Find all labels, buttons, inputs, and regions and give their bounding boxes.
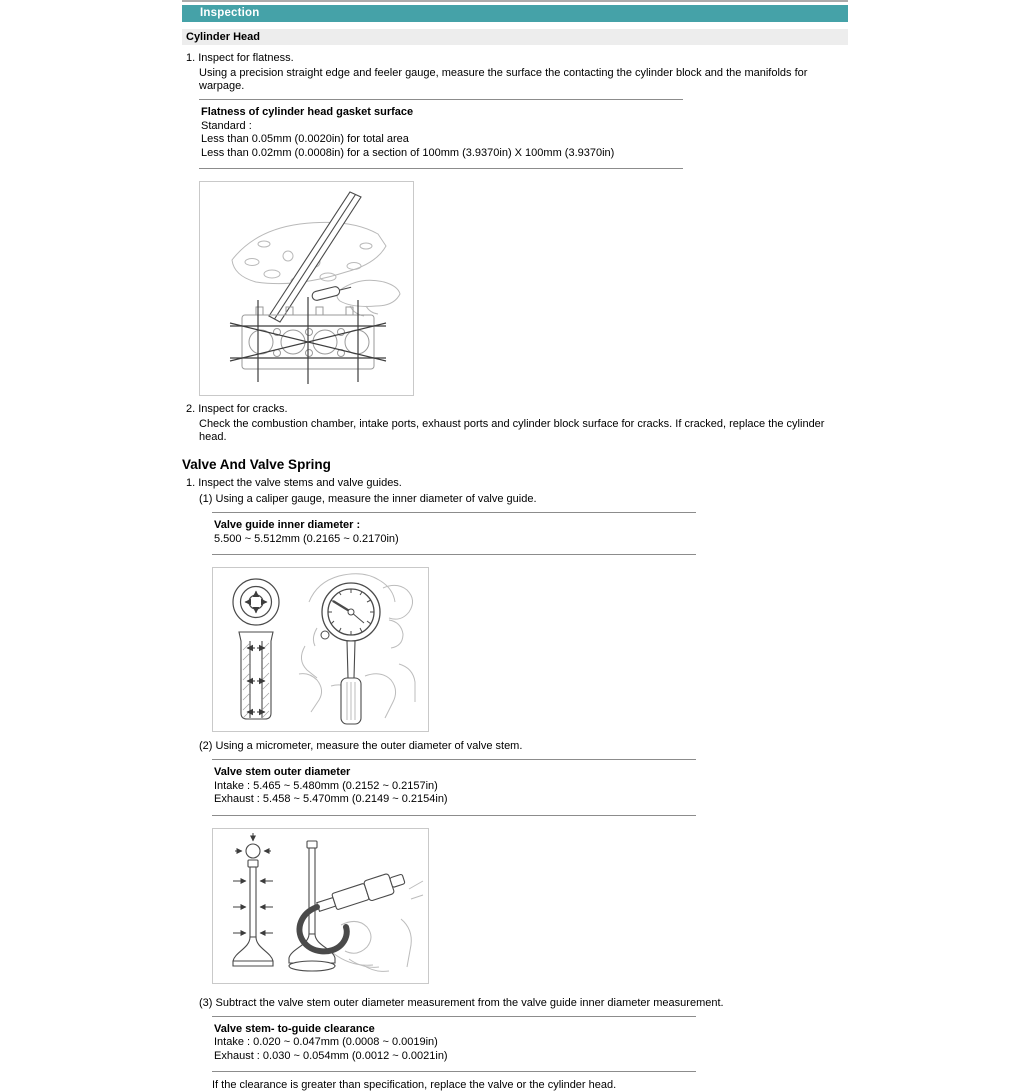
clearance-note: If the clearance is greater than specification, replace the valve or the cylinder head. [212, 1079, 617, 1091]
spec-line: Standard : [201, 119, 252, 132]
spec-box-flatness [199, 99, 683, 169]
spec-line: Exhaust : 0.030 ~ 0.054mm (0.0012 ~ 0.0021in) [214, 1049, 448, 1062]
top-divider [182, 0, 848, 2]
step-body-flatness: Using a precision straight edge and feeler gauge, measure the surface the contacting the cylinder block and the manifolds for warpage. [199, 67, 808, 92]
spec-title: Flatness of cylinder head gasket surface [201, 106, 414, 118]
spec-line: Less than 0.05mm (0.0020in) for total area [201, 133, 409, 145]
step-inspect-valve-stems [182, 477, 848, 490]
section-title-valve-and-valve-spring: Valve And Valve Spring [182, 457, 331, 472]
step-title: Inspect the valve stems and valve guides. [198, 477, 402, 489]
spec-line: Exhaust : 5.458 ~ 5.470mm (0.2149 ~ 0.2154in) [214, 793, 448, 805]
flatness-measurement-illustration [200, 182, 413, 395]
valve-stem-measurement-illustration [213, 829, 428, 983]
step-number: 1. [186, 52, 196, 64]
spec-title: Valve guide inner diameter : [214, 519, 361, 531]
figure-valve-stem-outer-diameter [212, 828, 429, 984]
substep-subtract-measurement: (3) Subtract the valve stem outer diameter measurement from the valve guide inner diameter measurement. [199, 996, 724, 1009]
spec-line: Intake : 0.020 ~ 0.047mm (0.0008 ~ 0.0019in) [214, 1036, 438, 1048]
figure-cylinder-head-flatness-measurement [199, 181, 414, 396]
spec-line: 5.500 ~ 5.512mm (0.2165 ~ 0.2170in) [214, 532, 399, 545]
subsection-header-cylinder-head [182, 29, 848, 45]
step-title: Inspect for cracks. [198, 403, 288, 415]
manual-page [182, 0, 848, 1092]
step-number: 1. [186, 477, 196, 489]
step-inspect-cracks [182, 403, 848, 416]
valve-guide-measurement-illustration [213, 568, 428, 731]
spec-box-valve-stem-outer-diameter [212, 759, 696, 816]
section-header-inspection [182, 5, 848, 22]
spec-title: Valve stem outer diameter [214, 766, 351, 778]
step-body-cracks: Check the combustion chamber, intake ports, exhaust ports and cylinder block surface for cracks. If cracked, replace the cylinder head. [199, 418, 825, 443]
figure-valve-guide-inner-diameter [212, 567, 429, 732]
subsection-header-label: Cylinder Head [186, 31, 260, 43]
step-inspect-flatness [182, 52, 848, 65]
spec-line: Intake : 5.465 ~ 5.480mm (0.2152 ~ 0.2157in) [214, 779, 438, 792]
substep-caliper-gauge: (1) Using a caliper gauge, measure the inner diameter of valve guide. [199, 493, 537, 505]
spec-box-valve-guide-inner-diameter [212, 512, 696, 555]
substep-micrometer: (2) Using a micrometer, measure the outer diameter of valve stem. [199, 740, 523, 752]
spec-line: Less than 0.02mm (0.0008in) for a section of 100mm (3.9370in) X 100mm (3.9370in) [201, 146, 615, 159]
section-header-label: Inspection [200, 7, 260, 19]
step-number: 2. [186, 403, 196, 415]
spec-title: Valve stem- to-guide clearance [214, 1022, 375, 1035]
step-title: Inspect for flatness. [198, 52, 294, 64]
